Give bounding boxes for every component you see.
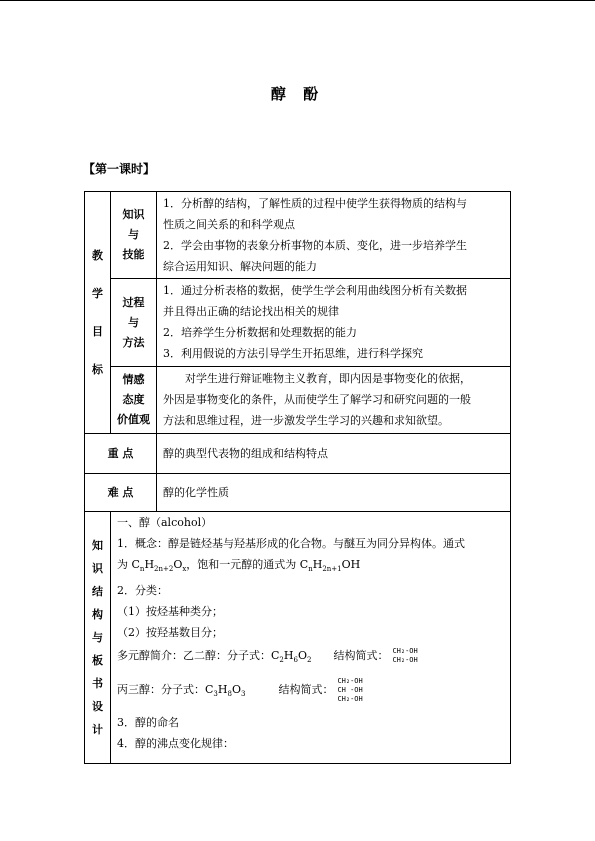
board-design-label [85, 512, 111, 764]
label-line: 方法 [122, 335, 145, 349]
key-point-content: 醇的典型代表物的组成和结构特点 [157, 434, 511, 474]
board-heading: 一、醇（alcohol） [117, 516, 213, 529]
glycerol-line: 丙三醇：分子式：$C_3H_8O_3$ 结构简式：CH₂-OH CH -OH CH₂-OH [117, 676, 363, 703]
key-point-label: 重 点 [85, 434, 157, 474]
classify-line: 2．分类： [117, 584, 168, 598]
content-line: 外因是事物变化的条件，从而使学生了解学习和研究问题的一般 [163, 393, 471, 406]
label-char: 与 [92, 631, 103, 644]
content-line: 1．通过分析表格的数据，使学生学会利用曲线图分析有关数据 [163, 284, 467, 297]
process-methods-label [111, 279, 157, 367]
content-line: 方法和思维过程，进一步激发学生学习的兴趣和求知欲望。 [163, 414, 449, 427]
knowledge-skills-label [111, 192, 157, 279]
concept-line: 1．概念：醇是链烃基与羟基形成的化合物。与醚互为同分异构体。通式 [117, 537, 465, 550]
content-line: 并且得出正确的结论找出相关的规律 [163, 305, 339, 318]
label-line: 态度 [122, 393, 145, 406]
label-line: 知识 [122, 208, 145, 221]
content-line: 性质之间关系的和科学观点 [163, 218, 295, 231]
knowledge-skills-content [157, 192, 511, 279]
label-line: 与 [128, 228, 139, 241]
label-line: 过程 [122, 295, 145, 309]
difficulty-content: 醇的化学性质 [157, 474, 511, 512]
board-design-content [111, 512, 511, 764]
content-line: 综合运用知识、解决问题的能力 [163, 260, 317, 273]
label-line: 技能 [122, 248, 145, 261]
content-line: 3．利用假说的方法引导学生开拓思维，进行科学探究 [163, 347, 423, 360]
label-char: 学 [92, 286, 103, 300]
content-line: 对学生进行辩证唯物主义教育，即内因是事物变化的依据， [185, 372, 471, 385]
label-char: 结 [92, 585, 103, 598]
label-char: 目 [92, 324, 103, 338]
page-title: 醇 酚 [270, 85, 325, 103]
naming-line: 3．醇的命名 [117, 715, 179, 729]
label-char: 知 [92, 539, 103, 552]
difficulty-label: 难 点 [85, 474, 157, 512]
label-char: 构 [92, 608, 103, 621]
boiling-line: 4．醇的沸点变化规律： [117, 736, 234, 750]
label-char: 教 [92, 248, 103, 262]
glycol-line: 多元醇简介：乙二醇：分子式：$C_2H_6O_2$ 结构简式： CH₂-OH CH₂-OH [117, 647, 418, 665]
glycerol-structure: CH₂-OH CH -OH CH₂-OH [337, 676, 363, 703]
classify-item: （2）按羟基数目分； [117, 626, 223, 640]
content-line: 2．学会由事物的表象分析事物的本质、变化，进一步培养学生 [163, 239, 467, 252]
concept-formula-line: 为 $C_nH_{2n+2}O_x$，饱和一元醇的通式为 $C_nH_{2n+1}OH$ [117, 558, 361, 574]
label-char: 板 [92, 654, 103, 667]
objectives-label [85, 192, 111, 434]
content-line: 1．分析醇的结构，了解性质的过程中使学生获得物质的结构与 [163, 197, 467, 210]
top-border [0, 0, 595, 1]
label-char: 书 [92, 677, 103, 690]
glycol-structure: CH₂-OH CH₂-OH [392, 647, 418, 665]
label-line: 情感 [122, 373, 145, 386]
content-line: 2．培养学生分析数据和处理数据的能力 [163, 326, 357, 339]
label-char: 设 [92, 700, 103, 713]
lesson-plan-table [84, 191, 511, 764]
section-heading: 【第一课时】 [83, 162, 156, 176]
label-line: 与 [128, 315, 139, 329]
classify-item: （1）按烃基种类分； [117, 605, 223, 619]
label-char: 计 [92, 723, 103, 736]
label-char: 标 [92, 362, 103, 376]
attitude-values-label [111, 367, 157, 434]
label-char: 识 [92, 562, 103, 575]
process-methods-content [157, 279, 511, 367]
label-line: 价值观 [117, 413, 150, 426]
attitude-values-content [157, 367, 511, 434]
